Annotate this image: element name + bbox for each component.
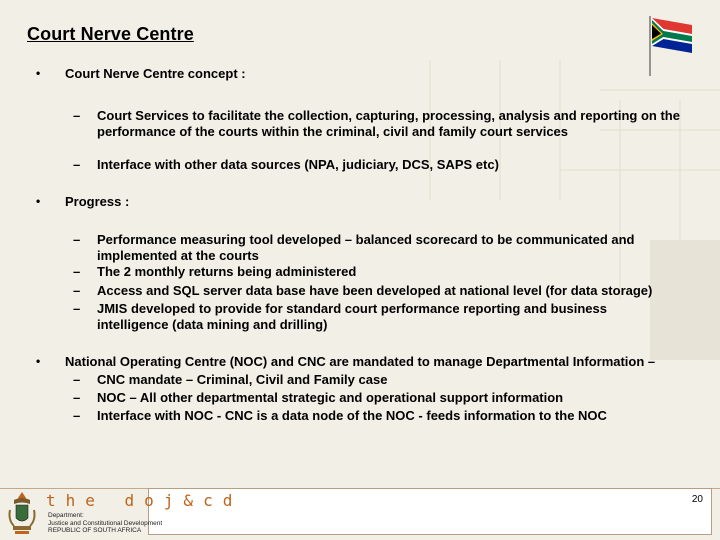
bullet-2-sub-4: JMIS developed to provide for standard court performance reporting and business intelligence (data mining and drilling) <box>97 301 607 332</box>
bullet-2-sub-2: The 2 monthly returns being administered <box>97 264 357 279</box>
brand-wordmark: the doj&cd <box>46 491 243 510</box>
slide-title: Court Nerve Centre <box>27 24 194 44</box>
dash-marker: – <box>73 157 81 172</box>
dash-marker: – <box>73 232 81 247</box>
bullet-marker: • <box>36 354 41 368</box>
bullet-3-sub-3: Interface with NOC - CNC is a data node of the NOC - feeds information to the NOC <box>97 408 607 423</box>
bullet-2-sub-3: Access and SQL server data base have been developed at national level (for data storage) <box>97 283 653 298</box>
department-label <box>48 512 162 535</box>
bullet-1-sub-2: Interface with other data sources (NPA, judiciary, DCS, SAPS etc) <box>97 157 499 172</box>
bullet-2-sub-1: Performance measuring tool developed – balanced scorecard to be communicated and implemented at the courts <box>97 232 635 263</box>
dash-marker: – <box>73 372 81 387</box>
bullet-3-sub-1: CNC mandate – Criminal, Civil and Family case <box>97 372 388 387</box>
dash-marker: – <box>73 264 81 279</box>
bullet-1-text: Court Nerve Centre concept : <box>65 66 246 81</box>
bullet-3-text: National Operating Centre (NOC) and CNC are mandated to manage Departmental Information – <box>65 354 656 369</box>
coat-of-arms-logo <box>6 490 38 536</box>
department-line-3: REPUBLIC OF SOUTH AFRICA <box>48 527 142 534</box>
dash-marker: – <box>73 301 81 316</box>
bullet-1-sub-1: Court Services to facilitate the collection, capturing, processing, analysis and reporting on the performance of the courts within the criminal, civil and family court services <box>97 108 680 139</box>
dash-marker: – <box>73 390 81 405</box>
dash-marker: – <box>73 408 81 423</box>
dash-marker: – <box>73 283 81 298</box>
bullet-2-text: Progress : <box>65 194 130 209</box>
department-line-2: Justice and Constitutional Development <box>48 519 163 527</box>
south-africa-flag-icon <box>648 12 696 78</box>
department-line-1: Department: <box>48 512 84 519</box>
page-number: 20 <box>691 494 703 505</box>
bullet-3-sub-2: NOC – All other departmental strategic and operational support information <box>97 390 564 405</box>
dash-marker: – <box>73 108 81 123</box>
bullet-marker: • <box>36 66 41 80</box>
bullet-marker: • <box>36 194 41 208</box>
